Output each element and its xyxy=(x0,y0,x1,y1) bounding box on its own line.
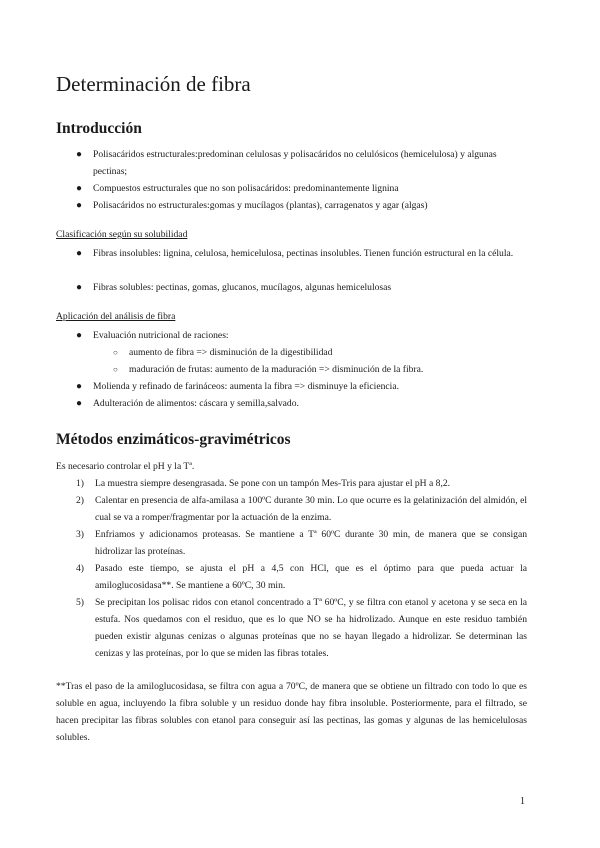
aplicacion-subitem-1: aumento de fibra => disminución de la digestibilidad xyxy=(129,347,333,358)
bullet-icon: ● xyxy=(76,282,83,293)
step-number: 2) xyxy=(76,495,84,506)
subheading-clasificacion: Clasificación según su solubilidad xyxy=(56,229,188,240)
footnote: **Tras el paso de la amiloglucosidasa, se filtra con agua a 70ºC, de manera que se obtiene un filtrado con todo lo que es soluble en agua, incluyendo la fibra soluble y un residuo donde hay fibra insoluble. Posteriormente, para el filtrado, se hacen precipitar las fibras solubles con etanol para conseguir así las pectinas, las gomas y algunas de las hemicelulosas solubles. xyxy=(56,681,527,743)
aplicacion-subitem-2: maduración de frutas: aumento de la maduración => disminución de la fibra. xyxy=(129,364,424,375)
aplicacion-bullet-2: Molienda y refinado de farináceos: aumenta la fibra => disminuye la eficiencia. xyxy=(93,381,399,392)
step-number: 4) xyxy=(76,563,84,574)
aplicacion-bullet-3: Adulteración de alimentos: cáscara y semilla,salvado. xyxy=(93,398,299,409)
aplicacion-bullet-1: Evaluación nutricional de raciones: xyxy=(93,330,229,341)
page-number: 1 xyxy=(520,796,525,807)
clasificacion-bullet-2: Fibras solubles: pectinas, gomas, glucanos, mucílagos, algunas hemicelulosas xyxy=(93,282,392,293)
subheading-aplicacion: Aplicación del análisis de fibra xyxy=(56,311,176,322)
metodos-intro: Es necesario controlar el pH y la Tª. xyxy=(56,461,195,472)
bullet-icon: ● xyxy=(76,149,83,160)
sub-bullet-icon: ○ xyxy=(113,348,118,357)
bullet-icon: ● xyxy=(76,183,83,194)
sub-bullet-icon: ○ xyxy=(113,365,118,374)
bullet-icon: ● xyxy=(76,398,83,409)
step-number: 5) xyxy=(76,597,84,608)
bullet-icon: ● xyxy=(76,200,83,211)
clasificacion-bullet-1: Fibras insolubles: lignina, celulosa, hemicelulosa, pectinas insolubles. Tienen función estructural en la célula. xyxy=(93,248,514,259)
section-heading-metodos: Métodos enzimáticos-gravimétricos xyxy=(56,431,291,448)
bullet-icon: ● xyxy=(76,330,83,341)
step-text: Se precipitan los polisac ridos con etanol concentrado a Tª 60ºC, y se filtra con etanol y acetona y se seca en la estufa. Nos quedamos con el residuo, que es lo que NO se ha hidrolizado. Aunque en este residuo también pueden existir algunas cenizas o algunas proteínas que no se hayan llegado a hidrolizar. Se determinan las cenizas y las proteínas, por lo que se miden las fibras totales. xyxy=(95,597,527,659)
step-text: Calentar en presencia de alfa-amilasa a 100ºC durante 30 min. Lo que ocurre es la gelatinización del almidón, el cual se va a romper/fragmentar por la actuación de la enzima. xyxy=(95,495,527,523)
intro-bullet-3: Polisacáridos no estructurales:gomas y mucílagos (plantas), carragenatos y agar (algas) xyxy=(93,200,428,211)
intro-bullet-2: Compuestos estructurales que no son polisacáridos: predominantemente lignina xyxy=(93,183,399,194)
page-title: Determinación de fibra xyxy=(56,72,251,96)
bullet-icon: ● xyxy=(76,248,83,259)
step-text: Enfriamos y adicionamos proteasas. Se mantiene a Tª 60ºC durante 30 min, de manera que se consigan hidrolizar las proteínas. xyxy=(95,529,527,557)
step-text: Pasado este tiempo, se ajusta el pH a 4,5 con HCl, que es el óptimo para que pueda actuar la amiloglucosidasa**. Se mantiene a 60ºC, 30 min. xyxy=(95,563,527,591)
intro-bullet-1: Polisacáridos estructurales:predominan celulosas y polisacáridos no celulósicos (hemicelulosa) y algunas pectinas; xyxy=(93,149,497,177)
bullet-icon: ● xyxy=(76,381,83,392)
step-number: 1) xyxy=(76,478,84,489)
section-heading-introduccion: Introducción xyxy=(56,120,142,137)
step-number: 3) xyxy=(76,529,84,540)
step-text: La muestra siempre desengrasada. Se pone con un tampón Mes-Tris para ajustar el pH a 8,2. xyxy=(95,478,451,489)
